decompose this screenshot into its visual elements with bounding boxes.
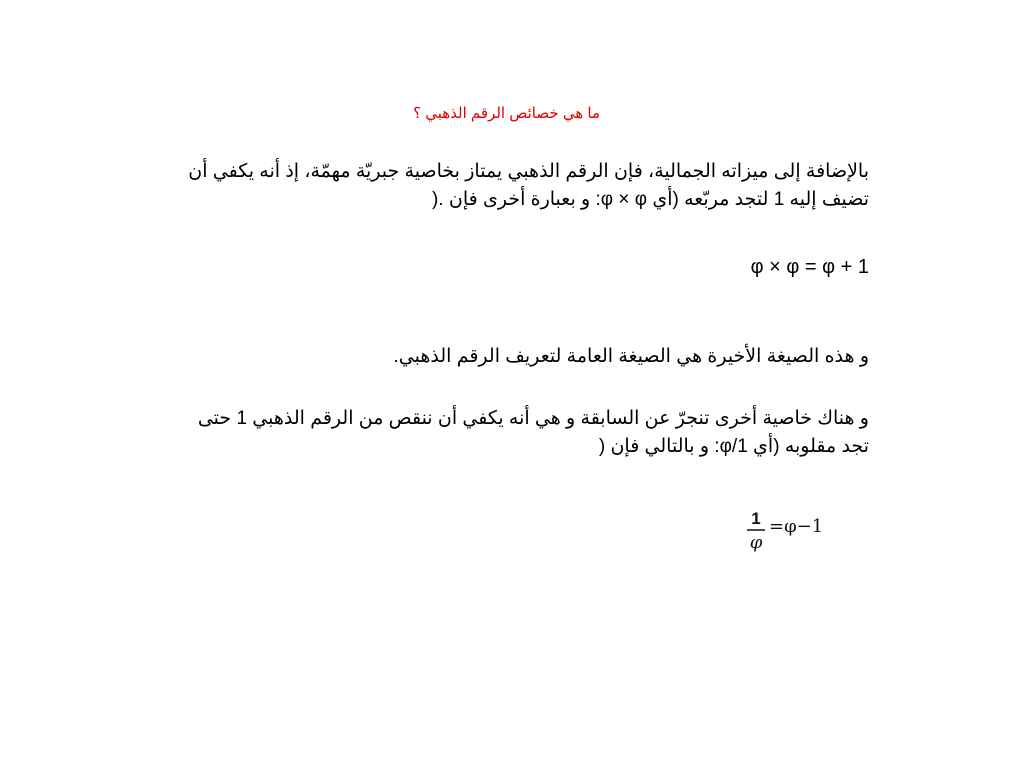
- formula-numerator: 1: [751, 509, 761, 528]
- paragraph-inverse-property: [129, 405, 869, 461]
- equation-phi-square: [751, 253, 869, 281]
- formula-rhs: =φ−1: [769, 516, 824, 537]
- paragraph3-line1: و هناك خاصية أخرى تنجرّ عن السابقة و هي أنه يكفي أن ننقص من الرقم الذهبي 1 حتى: [197, 408, 869, 429]
- paragraph-definition-note: [394, 343, 869, 371]
- paragraph2-text: و هذه الصيغة الأخيرة هي الصيغة العامة لتعريف الرقم الذهبي.: [393, 346, 869, 367]
- slide-title: [300, 104, 600, 124]
- formula-image-icon: [745, 506, 837, 556]
- slide-title-text: ما هي خصائص الرقم الذهبي ؟: [413, 105, 600, 122]
- equation1-text: φ × φ = φ + 1: [750, 256, 869, 278]
- paragraph3-line2: تجد مقلوبه (أي 1/φ: و بالتالي فإن (: [598, 436, 869, 457]
- paragraph1-line2: تضيف إليه 1 لتجد مربّعه (أي φ × φ: و بعبارة أخرى فإن .(: [431, 189, 869, 210]
- formula-denominator: φ: [749, 532, 763, 553]
- paragraph1-line1: بالإضافة إلى ميزاته الجمالية، فإن الرقم الذهبي يمتاز بخاصية جبريّة مهمّة، إذ أنه يكفي أن: [188, 161, 869, 182]
- paragraph-algebraic-property: [129, 158, 869, 214]
